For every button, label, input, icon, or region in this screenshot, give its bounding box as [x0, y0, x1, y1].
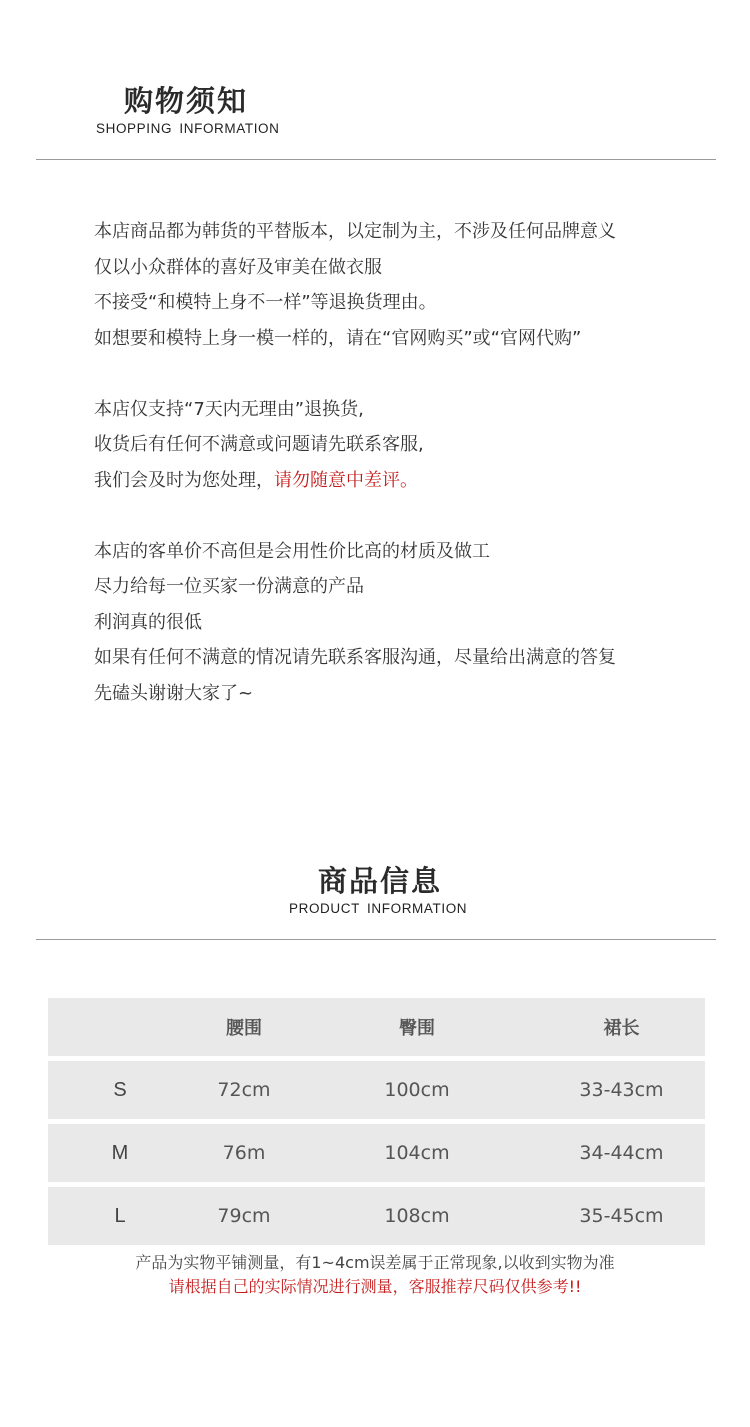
product-info-title: 商品信息 [318, 864, 443, 898]
header-cell-hip: 臀围 [399, 1018, 435, 1039]
notice-line: 本店的客单价不高但是会用性价比高的材质及做工 [94, 540, 490, 562]
size-table-header [48, 998, 705, 1056]
notice-line: 先磕头谢谢大家了~ [94, 682, 254, 704]
header-cell-waist: 腰围 [226, 1018, 262, 1039]
hip-cell: 104cm [384, 1142, 450, 1164]
waist-cell: 72cm [217, 1079, 271, 1101]
size-table [48, 998, 705, 1250]
notice-line: 仅以小众群体的喜好及审美在做衣服 [94, 256, 382, 278]
notice-line: 如果有任何不满意的情况请先联系客服沟通，尽量给出满意的答复 [94, 647, 616, 668]
notice-line: 不接受“和模特上身不一样”等退换货理由。 [94, 292, 437, 313]
no-bad-review-warning: 请勿随意中差评。 [274, 469, 418, 491]
table-row [48, 1187, 705, 1245]
return-policy-line: 收货后有任何不满意或问题请先联系客服, [94, 434, 424, 455]
size-advice-note: 请根据自己的实际情况进行测量，客服推荐尺码仅供参考!! [168, 1277, 582, 1296]
shopping-info-title: 购物须知 [124, 84, 249, 118]
size-cell: S [113, 1078, 127, 1101]
notice-line: 本店商品都为韩货的平替版本，以定制为主，不涉及任何品牌意义 [94, 221, 616, 242]
waist-cell: 76m [222, 1142, 266, 1164]
waist-cell: 79cm [217, 1205, 271, 1227]
product-info-subtitle: PRODUCT INFORMATION [289, 901, 468, 916]
header-cell-length: 裙长 [603, 1018, 640, 1039]
hip-cell: 108cm [384, 1205, 450, 1227]
return-policy-line: 本店仅支持“7天内无理由”退换货, [94, 398, 364, 420]
size-cell: L [114, 1204, 126, 1227]
return-policy-line [94, 463, 714, 499]
product-divider [36, 939, 716, 940]
shopping-divider [36, 159, 716, 160]
notice-line: 利润真的很低 [94, 611, 202, 633]
table-row [48, 1061, 705, 1119]
measurement-note: 产品为实物平铺测量，有1~4cm误差属于正常现象,以收到实物为准 [135, 1253, 615, 1272]
notice-line: 如想要和模特上身一模一样的，请在“官网购买”或“官网代购” [94, 327, 582, 349]
length-cell: 35-45cm [579, 1205, 664, 1227]
length-cell: 33-43cm [579, 1079, 664, 1101]
hip-cell: 100cm [384, 1079, 450, 1101]
return-policy-text: 我们会及时为您处理， [94, 469, 274, 491]
shopping-notice [94, 214, 714, 711]
size-cell: M [111, 1141, 129, 1164]
table-row [48, 1124, 705, 1182]
length-cell: 34-44cm [579, 1142, 664, 1164]
shopping-info-subtitle: SHOPPING INFORMATION [96, 121, 280, 136]
notice-line: 尽力给每一位买家一份满意的产品 [94, 576, 364, 597]
